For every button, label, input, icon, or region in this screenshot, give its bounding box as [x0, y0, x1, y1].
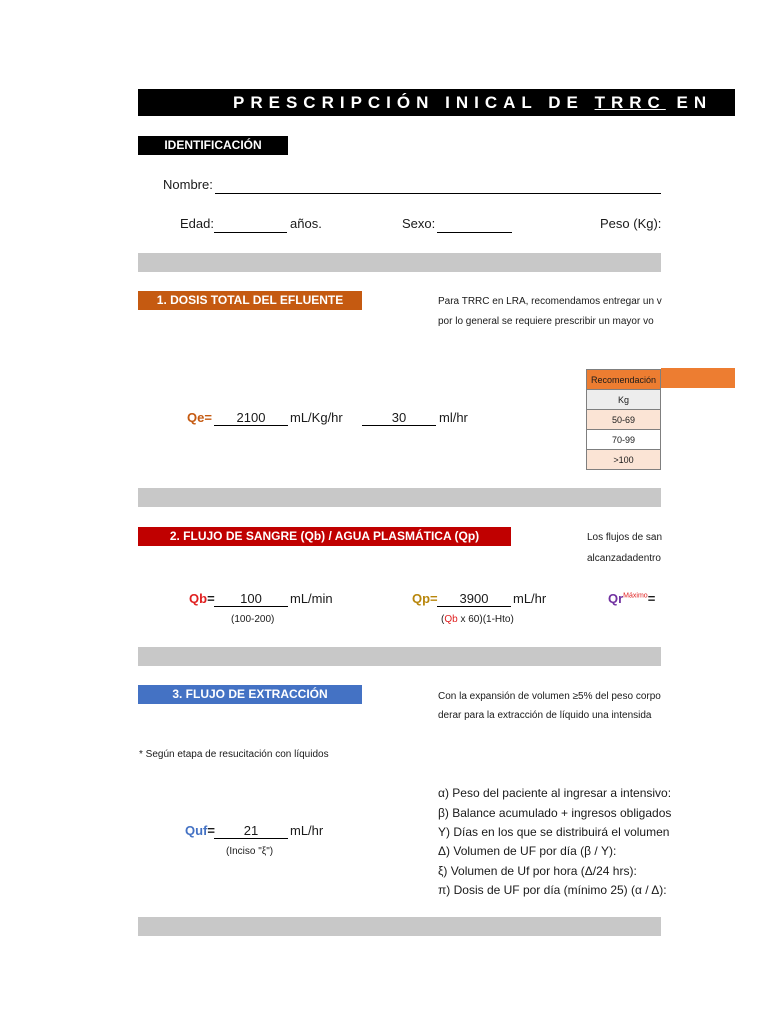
recommendation-header-fill — [661, 368, 735, 388]
list-item: β) Balance acumulado + ingresos obligados — [438, 806, 672, 820]
section3-note-line2: derar para la extracción de líquido una intensida — [438, 710, 652, 721]
qp-formula-open: ( — [441, 614, 445, 625]
title-text-trrc: TRRC — [594, 93, 666, 112]
qr-label — [608, 591, 655, 606]
section-divider — [138, 488, 661, 507]
qp-formula — [441, 614, 514, 625]
edad-label: Edad: — [180, 216, 214, 231]
nombre-label: Nombre: — [163, 177, 213, 192]
qp-unit: mL/hr — [513, 591, 547, 606]
section-divider — [138, 647, 661, 666]
section2-heading: 2. FLUJO DE SANGRE (Qb) / AGUA PLASMÁTICA (Qp) — [138, 527, 511, 546]
nombre-field[interactable] — [215, 193, 661, 194]
section-divider — [138, 917, 661, 936]
qb-eq: = — [207, 591, 215, 606]
section2-note-line2: alcanzadadentro — [587, 553, 661, 564]
anos-label: años. — [290, 216, 322, 231]
identificacion-heading: IDENTIFICACIÓN — [138, 136, 288, 155]
sexo-field[interactable] — [437, 232, 512, 233]
qr-label-text: Qr — [608, 591, 624, 606]
quf-eq: = — [207, 823, 215, 838]
section3-heading: 3. FLUJO DE EXTRACCIÓN — [138, 685, 362, 704]
title-text-pre: PRESCRIPCIÓN INICAL DE — [233, 93, 595, 112]
qe-value2[interactable]: 30 — [362, 410, 436, 426]
section1-note-line2: por lo general se requiere prescribir un mayor vo — [438, 316, 654, 327]
rec-row: >100 — [587, 450, 661, 470]
footnote: * Según etapa de resucitación con líquidos — [139, 749, 329, 760]
rec-col-kg: Kg — [587, 390, 661, 410]
quf-label — [185, 823, 215, 838]
qp-formula-qb: Qb — [444, 614, 458, 625]
qb-label — [189, 591, 215, 606]
recommendation-table — [586, 369, 661, 470]
rec-header: Recomendación — [587, 370, 661, 390]
quf-note: (Inciso "ξ") — [226, 846, 274, 857]
quf-label-text: Quf — [185, 823, 208, 838]
qb-value[interactable]: 100 — [214, 591, 288, 607]
qp-formula-rest: x 60)(1-Hto) — [457, 614, 514, 625]
list-item: π) Dosis de UF por día (mínimo 25) (α / Δ): — [438, 883, 667, 897]
qp-label: Qp= — [412, 591, 438, 606]
section2-note-line1: Los flujos de san — [587, 532, 663, 543]
qe-unit: mL/Kg/hr — [290, 410, 343, 425]
qb-label-text: Qb — [189, 591, 208, 606]
page-title — [138, 89, 735, 116]
sexo-label: Sexo: — [402, 216, 436, 231]
quf-unit: mL/hr — [290, 823, 324, 838]
quf-value[interactable]: 21 — [214, 823, 288, 839]
list-item: ξ) Volumen de Uf por hora (Δ/24 hrs): — [438, 864, 637, 878]
qe-unit2: ml/hr — [439, 410, 468, 425]
rec-row: 50-69 — [587, 410, 661, 430]
qe-label: Qe= — [187, 410, 212, 425]
list-item: Δ) Volumen de UF por día (β / Y): — [438, 844, 617, 858]
list-item: Y) Días en los que se distribuirá el volumen — [438, 825, 670, 839]
qb-unit: mL/min — [290, 591, 333, 606]
qb-range: (100-200) — [231, 614, 275, 625]
section-divider — [138, 253, 661, 272]
qr-sup: Máximo — [623, 592, 648, 600]
section3-note-line1: Con la expansión de volumen ≥5% del peso corpo — [438, 691, 661, 702]
qp-value[interactable]: 3900 — [437, 591, 511, 607]
section1-heading: 1. DOSIS TOTAL DEL EFLUENTE — [138, 291, 362, 310]
qe-value[interactable]: 2100 — [214, 410, 288, 426]
section1-note-line1: Para TRRC en LRA, recomendamos entregar un v — [438, 296, 662, 307]
list-item: α) Peso del paciente al ingresar a intensivo: — [438, 786, 672, 800]
rec-row: 70-99 — [587, 430, 661, 450]
edad-field[interactable] — [214, 232, 287, 233]
qr-eq: = — [647, 591, 656, 606]
title-text-post: EN — [665, 93, 713, 112]
peso-label: Peso (Kg): — [600, 216, 662, 231]
